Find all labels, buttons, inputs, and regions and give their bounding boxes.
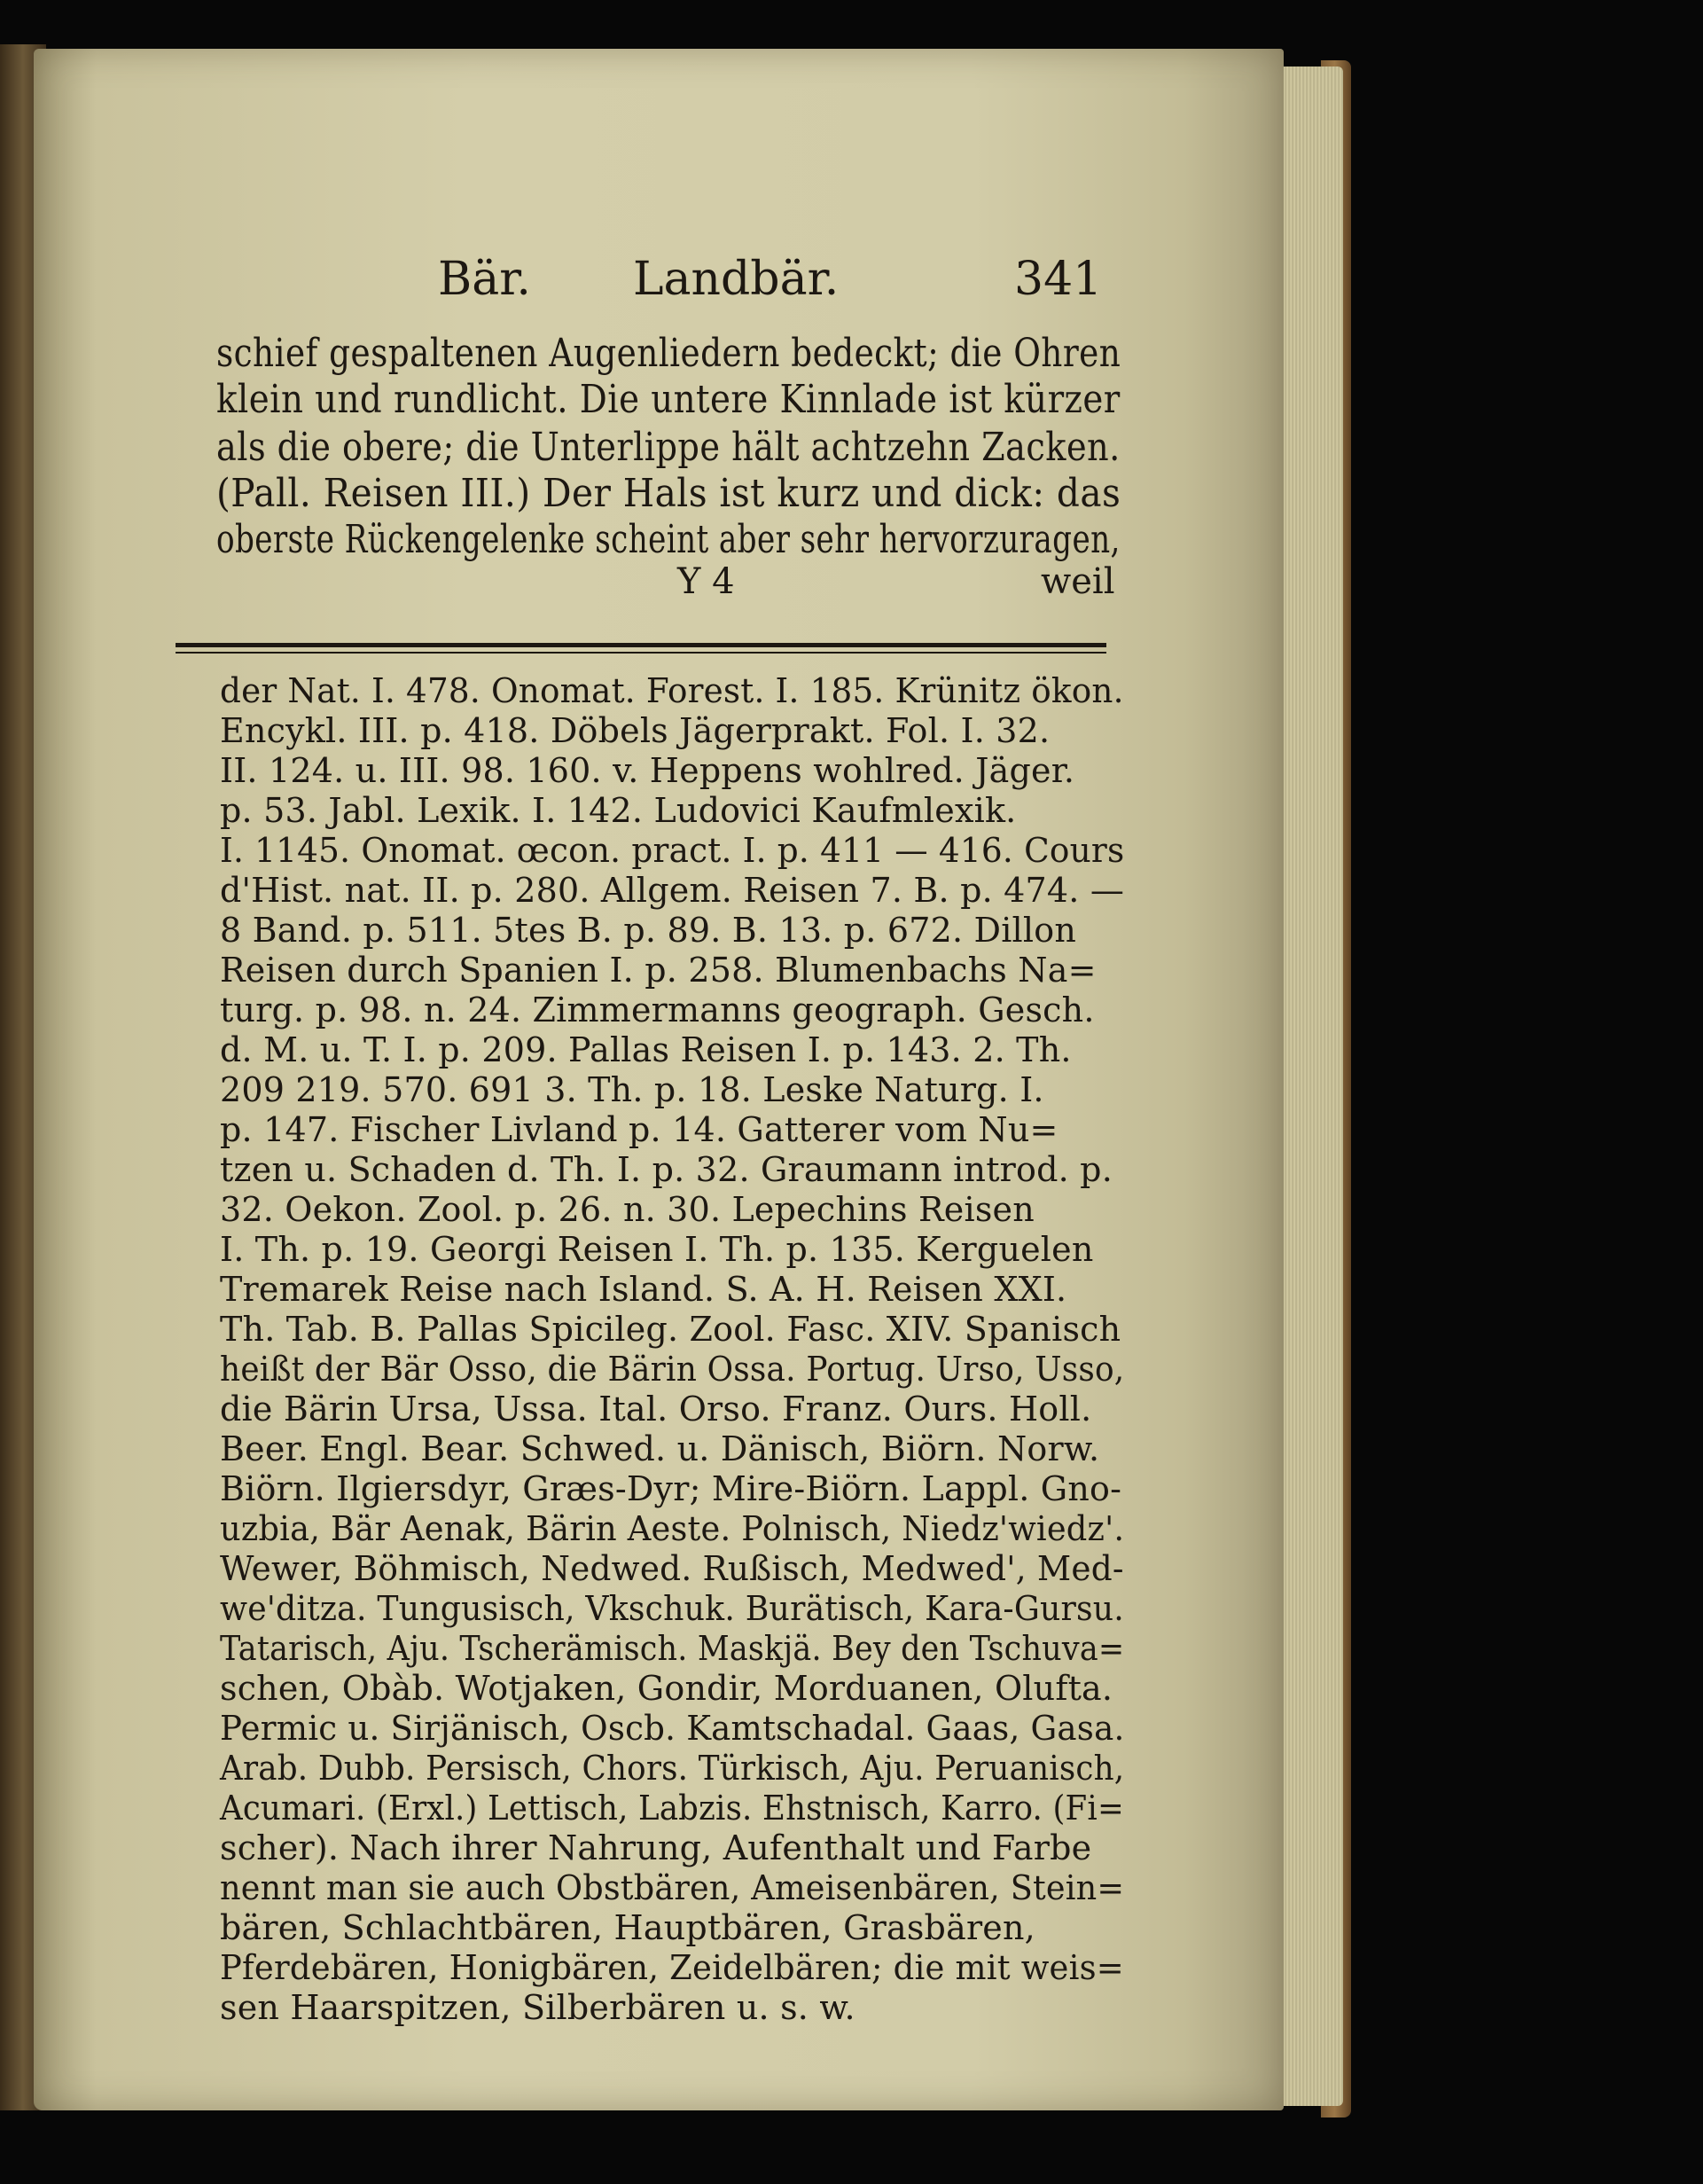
signature-mark: Y 4 bbox=[677, 561, 735, 602]
footnote-line: bären, Schlachtbären, Hauptbären, Grasbären, bbox=[220, 1908, 1035, 1947]
footnote-line: 209 219. 570. 691 3. Th. p. 18. Leske Naturg. I. bbox=[220, 1070, 1044, 1109]
footnote-line: turg. p. 98. n. 24. Zimmermanns geograph. Gesch. bbox=[220, 990, 1095, 1029]
footnote-line: Encykl. III. p. 418. Döbels Jägerprakt. Fol. I. 32. bbox=[220, 711, 1051, 750]
footnote-line: die Bärin Ursa, Ussa. Ital. Orso. Franz. Ours. Holl. bbox=[220, 1389, 1092, 1429]
footnote-line: I. Th. p. 19. Georgi Reisen I. Th. p. 135. Kerguelen bbox=[220, 1230, 1094, 1269]
footnote-line: Biörn. Ilgiersdyr, Græs-Dyr; Mire-Biörn. Lappl. Gno- bbox=[220, 1469, 1122, 1508]
footnote-line: Permic u. Sirjänisch, Oscb. Kamtschadal. Gaas, Gasa. bbox=[220, 1709, 1125, 1748]
footnote-line: schen, Obàb. Wotjaken, Gondir, Morduanen, Olufta. bbox=[220, 1669, 1113, 1708]
footnote-line: II. 124. u. III. 98. 160. v. Heppens wohlred. Jäger. bbox=[220, 751, 1075, 790]
footnote-line: Pferdebären, Honigbären, Zeidelbären; die mit weis= bbox=[220, 1948, 1124, 1987]
footnote-line: we'ditza. Tungusisch, Vkschuk. Burätisch, Kara-Gursu. bbox=[220, 1589, 1124, 1628]
footnote-line: tzen u. Schaden d. Th. I. p. 32. Graumann introd. p. bbox=[220, 1150, 1113, 1189]
footnote-rule bbox=[176, 643, 1106, 647]
footnote-line: Arab. Dubb. Persisch, Chors. Türkisch, Aju. Peruanisch, bbox=[220, 1749, 1125, 1788]
footnote-line: Wewer, Böhmisch, Nedwed. Rußisch, Medwed', Med- bbox=[220, 1549, 1124, 1588]
footnote-line: Beer. Engl. Bear. Schwed. u. Dänisch, Biörn. Norw. bbox=[220, 1429, 1100, 1468]
catchword: weil bbox=[1041, 561, 1115, 602]
footnote-rule-thin bbox=[176, 652, 1106, 654]
footnote-line: d. M. u. T. I. p. 209. Pallas Reisen I. p. 143. 2. Th. bbox=[220, 1030, 1072, 1069]
book-page bbox=[34, 49, 1284, 2110]
footnote-line: 8 Band. p. 511. 5tes B. p. 89. B. 13. p. 672. Dillon bbox=[220, 911, 1077, 950]
footnote-line: sen Haarspitzen, Silberbären u. s. w. bbox=[220, 1988, 855, 2027]
footnote-line: nennt man sie auch Obstbären, Ameisenbären, Stein= bbox=[220, 1868, 1125, 1907]
footnote-line: Th. Tab. B. Pallas Spicileg. Zool. Fasc. XIV. Spanisch bbox=[220, 1310, 1121, 1349]
footnote-line: heißt der Bär Osso, die Bärin Ossa. Portug. Urso, Usso, bbox=[220, 1350, 1125, 1389]
footnote-line: 32. Oekon. Zool. p. 26. n. 30. Lepechins Reisen bbox=[220, 1190, 1035, 1229]
footnote-line: Tremarek Reise nach Island. S. A. H. Reisen XXI. bbox=[220, 1270, 1067, 1309]
footnote-line: der Nat. I. 478. Onomat. Forest. I. 185. Krünitz ökon. bbox=[220, 671, 1124, 710]
footnote-line: Acumari. (Erxl.) Lettisch, Labzis. Ehstnisch, Karro. (Fi= bbox=[220, 1789, 1124, 1828]
body-line: als die obere; die Unterlippe hält achtzehn Zacken. bbox=[216, 425, 1121, 470]
footnote-line: Reisen durch Spanien I. p. 258. Blumenbachs Na= bbox=[220, 951, 1097, 990]
page-number: 341 bbox=[1014, 253, 1103, 306]
running-head-middle: Landbär. bbox=[633, 253, 840, 306]
body-line: (Pall. Reisen III.) Der Hals ist kurz und dick: das bbox=[216, 471, 1121, 516]
footnote-line: p. 147. Fischer Livland p. 14. Gatterer vom Nu= bbox=[220, 1110, 1059, 1149]
footnote-line: p. 53. Jabl. Lexik. I. 142. Ludovici Kaufmlexik. bbox=[220, 791, 1017, 830]
running-head-left: Bär. bbox=[438, 253, 531, 306]
footnote-line: scher). Nach ihrer Nahrung, Aufenthalt und Farbe bbox=[220, 1828, 1092, 1867]
footnote-line: I. 1145. Onomat. œcon. pract. I. p. 411 — 416. Cours bbox=[220, 831, 1125, 870]
body-line: oberste Rückengelenke scheint aber sehr hervorzuragen, bbox=[216, 517, 1121, 562]
body-line: klein und rundlicht. Die untere Kinnlade ist kürzer bbox=[216, 377, 1121, 422]
footnote-line: Tatarisch, Aju. Tscherämisch. Maskjä. Bey den Tschuva= bbox=[220, 1629, 1125, 1668]
footnote-line: d'Hist. nat. II. p. 280. Allgem. Reisen 7. B. p. 474. — bbox=[220, 871, 1125, 910]
footnote-line: uzbia, Bär Aenak, Bärin Aeste. Polnisch, Niedz'wiedz'. bbox=[220, 1509, 1125, 1548]
body-line: schief gespaltenen Augenliedern bedeckt; die Ohren bbox=[216, 331, 1121, 376]
